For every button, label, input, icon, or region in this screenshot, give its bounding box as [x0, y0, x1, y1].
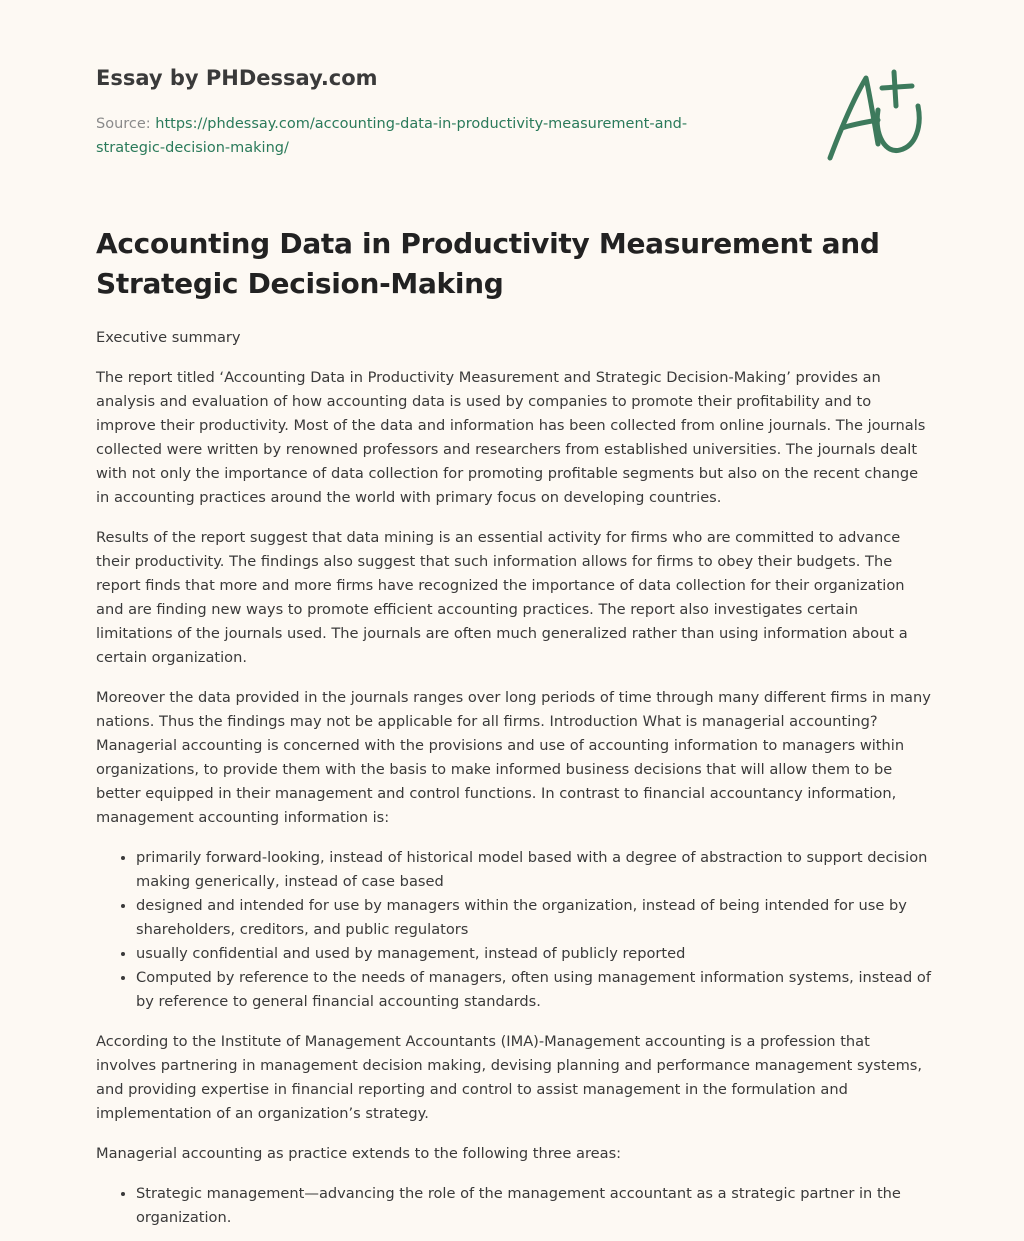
article-title: Accounting Data in Productivity Measurement and Strategic Decision-Making [96, 227, 880, 300]
section-label: Executive summary [96, 329, 241, 346]
page-header [96, 64, 736, 160]
list-item: • Strategic management—advancing the role of the management accountant as a strategic partner in the organization. [136, 1182, 932, 1230]
article [96, 224, 932, 1241]
source-link[interactable]: https://phdessay.com/accounting-data-in-productivity-measurement-and-strategic-decision-making/ [96, 116, 688, 156]
site-title: Essay by PHDessay.com [96, 66, 378, 90]
a-plus-grade-icon [820, 66, 930, 166]
paragraph: Results of the report suggest that data mining is an essential activity for firms who are committed to advance their productivity. The findings also suggest that such information allows for firms to obey their budgets. The report finds that more and more firms have recognized the importance of data collection for their organization and are finding new ways to promote efficient accounting practices. The report also investigates certain limitations of the journals used. The journals are often much generalized rather than using information about a certain organization. [96, 529, 908, 666]
accounting-info-list [96, 846, 932, 1014]
paragraph: Moreover the data provided in the journals ranges over long periods of time through many different firms in many nations. Thus the findings may not be applicable for all firms. Introduction What is managerial accounting? Managerial accounting is concerned with the provisions and use of accounting information to managers within organizations, to provide them with the basis to make informed business decisions that will allow them to be better equipped in their management and control functions. In contrast to financial accountancy information, management accounting information is: [96, 689, 931, 826]
practice-areas-list [96, 1182, 932, 1230]
source-label: Source: [96, 116, 156, 132]
paragraph: According to the Institute of Management Accountants (IMA)-Management accounting is a profession that involves partnering in management decision making, devising planning and performance management systems, and providing expertise in financial reporting and control to assist management in the formulation and implementation of an organization’s strategy. [96, 1033, 923, 1122]
list-item: • usually confidential and used by management, instead of publicly reported [136, 942, 932, 966]
list-item: • Computed by reference to the needs of managers, often using management information systems, instead of by reference to general financial accounting standards. [136, 966, 932, 1014]
list-item: • primarily forward-looking, instead of historical model based with a degree of abstraction to support decision making generically, instead of case based [136, 846, 932, 894]
paragraph: Managerial accounting as practice extends to the following three areas: [96, 1145, 622, 1162]
source-line [96, 112, 736, 160]
list-item: • designed and intended for use by managers within the organization, instead of being intended for use by shareholders, creditors, and public regulators [136, 894, 932, 942]
paragraph: The report titled ‘Accounting Data in Productivity Measurement and Strategic Decision-Making’ provides an analysis and evaluation of how accounting data is used by companies to promote their profitability and to improve their productivity. Most of the data and information has been collected from online journals. The journals collected were written by renowned professors and researchers from established universities. The journals dealt with not only the importance of data collection for promoting profitable segments but also on the recent change in accounting practices around the world with primary focus on developing countries. [96, 369, 926, 506]
